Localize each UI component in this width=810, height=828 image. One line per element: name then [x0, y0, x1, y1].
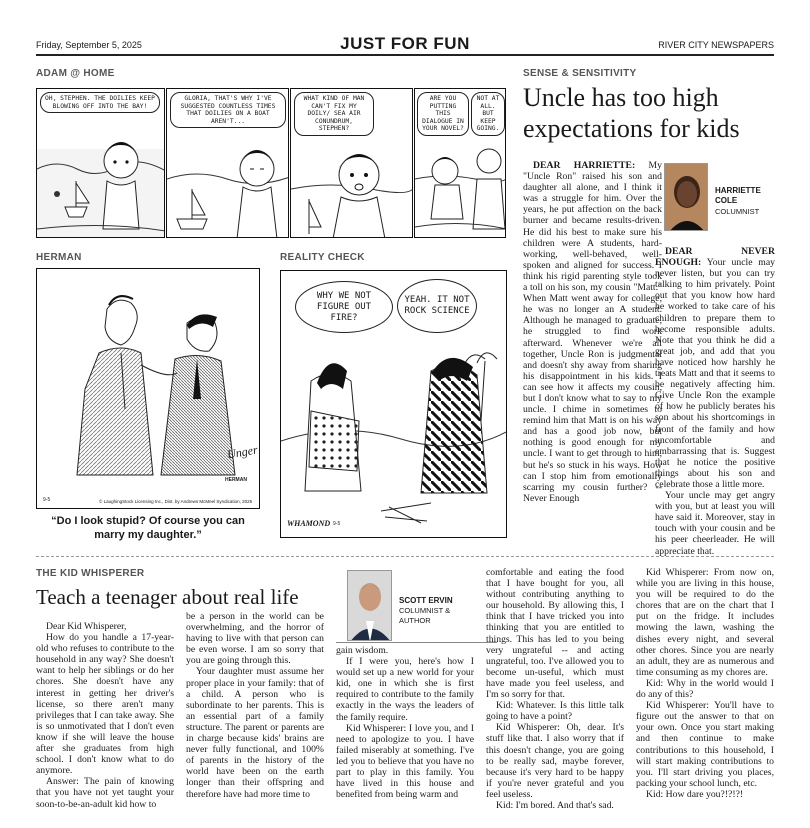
kid-c1-p2: How do you handle a 17-year-old who refuses to contribute to the household in any way? She doesn't want to help her siblings or do her chores. She doesn't have any interest in getting her driver's license, so there aren't many privileges that I can take away. She is so unmotivated that I don't even know if she will leave the house after she graduates from high school. I don't know what to do anymore.: [36, 632, 174, 777]
kid-column-2: [186, 611, 324, 800]
kid-author-photo: [347, 570, 392, 641]
herman-signature: Unger: [225, 442, 259, 462]
harriette-author-role: COLUMNIST: [715, 207, 760, 216]
harriette-letter: [523, 160, 662, 504]
herman-date: 9-5: [43, 497, 51, 503]
harriette-headline: Uncle has too high expectations for kids: [523, 83, 740, 143]
header-rule: [36, 54, 774, 56]
kid-c3-p1: gain wisdom.: [336, 645, 389, 656]
kid-c4-p1: comfortable and eating the food that I have bought for you, all without contributing anything to our household. By allowing this, I think that I have tricked you into thinking that you are entitled to things. This has led to you being very ungrateful -- and acting ungrateful, too. I've allowed you to become un-useful, which must have made you feel useless, and I'm so sorry for that.: [486, 567, 624, 701]
adam-panel-1: [36, 88, 165, 238]
kid-c5-p3: Kid Whisperer: You'll have to figure out the answer to that on your own. Once you start making and then continue to make contributions to this household, I will start making contributions to you. I'll start driving you places, packing your school lunch, etc.: [636, 700, 774, 789]
harriette-reply: [655, 246, 775, 557]
harriette-author-last: COLE: [715, 196, 738, 205]
harriette-reply-lead: DEAR NEVER ENOUGH:: [655, 246, 775, 269]
header-publisher: RIVER CITY NEWSPAPERS: [658, 40, 774, 50]
herman-copyright: © LaughingStock Licensing Inc., Dist. by Andrews McMeel Syndication, 2025: [99, 499, 253, 504]
adam-bubble-5: NOT AT ALL. BUT KEEP GOING.: [471, 92, 505, 136]
adam-panel-2: [166, 88, 289, 238]
herman-caption: “Do I look stupid? Of course you can marry my daughter.”: [51, 515, 245, 541]
adam-comic-strip: [36, 88, 506, 238]
kid-section-label: THE KID WHISPERER: [36, 568, 145, 579]
herman-tag: HERMAN: [225, 477, 247, 483]
reality-panel: [280, 270, 507, 538]
kid-author-photo-art: [348, 571, 392, 641]
kid-c4-p2: Kid: Whatever. Is this little talk going to have a point?: [486, 700, 624, 723]
kid-author-name: SCOTT ERVIN: [399, 596, 453, 605]
reality-date: 9-5: [333, 521, 341, 527]
herman-art: [37, 269, 260, 509]
kid-c4-p3: Kid Whisperer: Oh, dear. It's stuff like that. I also worry that if this doesn't change, you are going to be really sad, maybe forever, because it's very hard to be happy if you're never grateful and you feel useless.: [486, 722, 624, 800]
harriette-photo: [664, 163, 708, 231]
kid-c3-p2: If I were you, here's how I would set up a new world for your kid, one in which she is first required to contribute to the family exactly in the ways the leaders of the family require.: [336, 656, 474, 723]
reality-bubble-2: YEAH. IT NOT ROCK SCIENCE: [397, 279, 477, 333]
adam-bubble-2: GLORIA, THAT'S WHY I'VE SUGGESTED COUNTLESS TIMES THAT DOILIES ON A BOAT AREN'T...: [170, 92, 286, 128]
adam-bubble-3: WHAT KIND OF MAN CAN'T FIX MY DOILY/ SEA AIR CONUNDRUM, STEPHEN?: [294, 92, 374, 136]
kid-headline: Teach a teenager about real life: [36, 585, 299, 609]
reality-section-label: REALITY CHECK: [280, 252, 365, 263]
adam-panel-3: [290, 88, 413, 238]
kid-c2-p2: Your daughter must assume her proper place in your family: that of a child. A person who is subordinate to her parents. This is an essential part of a family structure. The parent or parents are in charge because kids' brains are never fully functional, and 100% of parents in the history of the world have been on the earth longer than their offspring and therefore have had more time to: [186, 666, 324, 800]
harriette-letter-lead: DEAR HARRIETTE:: [533, 160, 636, 171]
kid-c1-p3: Answer: The pain of knowing that you have not yet taught your soon-to-be-an-adult kid how to: [36, 776, 174, 810]
herman-section-label: HERMAN: [36, 252, 82, 263]
kid-c5-p1: Kid Whisperer: From now on, while you are living in this house, you will be required to do the chores that are on the chart that I put on the fridge. It includes mowing the lawn, washing the dishes every night, and several other chores. Since you are nearly an adult, they are as numerous and time consuming as my chores are.: [636, 567, 774, 678]
harriette-reply-text-2: Your uncle may get angry with you, but at least you will have said it. Moreover, stay in touch with your cousin and be his peer cheerleader. He will appreciate that.: [655, 490, 775, 557]
section-divider: [36, 556, 774, 557]
kid-c5-p2: Kid: Why in the world would I do any of this?: [636, 677, 774, 701]
adam-section-label: ADAM @ HOME: [36, 68, 115, 79]
adam-bubble-4: ARE YOU PUTTING THIS DIALOGUE IN YOUR NOVEL?: [417, 92, 469, 136]
header-date: Friday, September 5, 2025: [36, 40, 142, 50]
kid-author-role-1: COLUMNIST &: [399, 606, 451, 615]
harriette-photo-art: [665, 164, 708, 231]
page-title: JUST FOR FUN: [340, 34, 470, 53]
kid-c4-p4: Kid: I'm bored. And that's sad.: [496, 799, 614, 811]
kid-c1-p1: Dear Kid Whisperer,: [46, 621, 127, 632]
harriette-letter-text: My "Uncle Ron" raised his son and daughter all alone, and I think it was a struggle for him. Over the years, he put affection on the back burner and became results-driven. He did his best to make sure his children were A students, hard-working, well-behaved, well-spoken and aligned for success. I think his rigid parenting style took a toll on his son, my cousin "Matt." When Matt went away for college, he was no longer an A student. Although he managed to graduate, he struggled to find work afterward. Whenever we're all together, Uncle Ron is judgmental and doesn't shy away from sharing his disappointment in his kids. I can see how it affects my cousin, but I don't know what to say to my uncle. I chime in sometimes to remind him that Matt is on his way and has a good job now, but nothing is good enough for my uncle. I want to get through to him, but he's so stuck in his ways. How can I stop him from emotionally scarring my cousin further? -- Never Enough: [523, 160, 662, 504]
adam-bubble-1: OH, STEPHEN. THE DOILIES KEEP BLOWING OFF INTO THE BAY!: [40, 92, 160, 113]
kid-author-role-2: AUTHOR: [399, 616, 431, 625]
kid-column-4: [486, 567, 624, 811]
harriette-section-label: SENSE & SENSITIVITY: [523, 68, 637, 79]
harriette-reply-text-1: Your uncle may never listen, but you can try talking to him privately. Point out that you know how hard he worked to take care of his children to prepare them to become responsible adults. Note that you think he did a great job, and add that you have noticed how harshly he treats Matt and that it seems to be negatively affecting him. Give Uncle Ron the example of how he publicly berates his son about his shortcomings in front of the family and how uncomfortable and embarrassing that is. Suggest that he notice the positive things about his son and celebrate those a little more.: [655, 257, 775, 490]
kid-c5-p4: Kid: How dare you?!?!?!: [646, 788, 744, 800]
kid-c3-p3: Kid Whisperer: I love you, and I need to apologize to you. I have failed miserably at something. I've led you to believe that you have no part to play in this family. You have lived in this house and benefited from being warm and: [336, 722, 474, 801]
kid-column-1: [36, 621, 174, 810]
herman-panel: [36, 268, 260, 509]
harriette-author-first: HARRIETTE: [715, 186, 761, 195]
kid-author-rule: [336, 642, 497, 643]
reality-signature: WHAMOND: [287, 519, 331, 528]
reality-bubble-1: WHY WE NOT FIGURE OUT FIRE?: [295, 281, 393, 333]
adam-panel-4: [414, 88, 506, 238]
kid-column-5: [636, 567, 774, 800]
kid-column-3: [336, 645, 474, 800]
kid-c2-p1: be a person in the world can be overwhelming, and the horror of having to live with that person can be even worse. I am so sorry that you are going through this.: [186, 611, 324, 667]
